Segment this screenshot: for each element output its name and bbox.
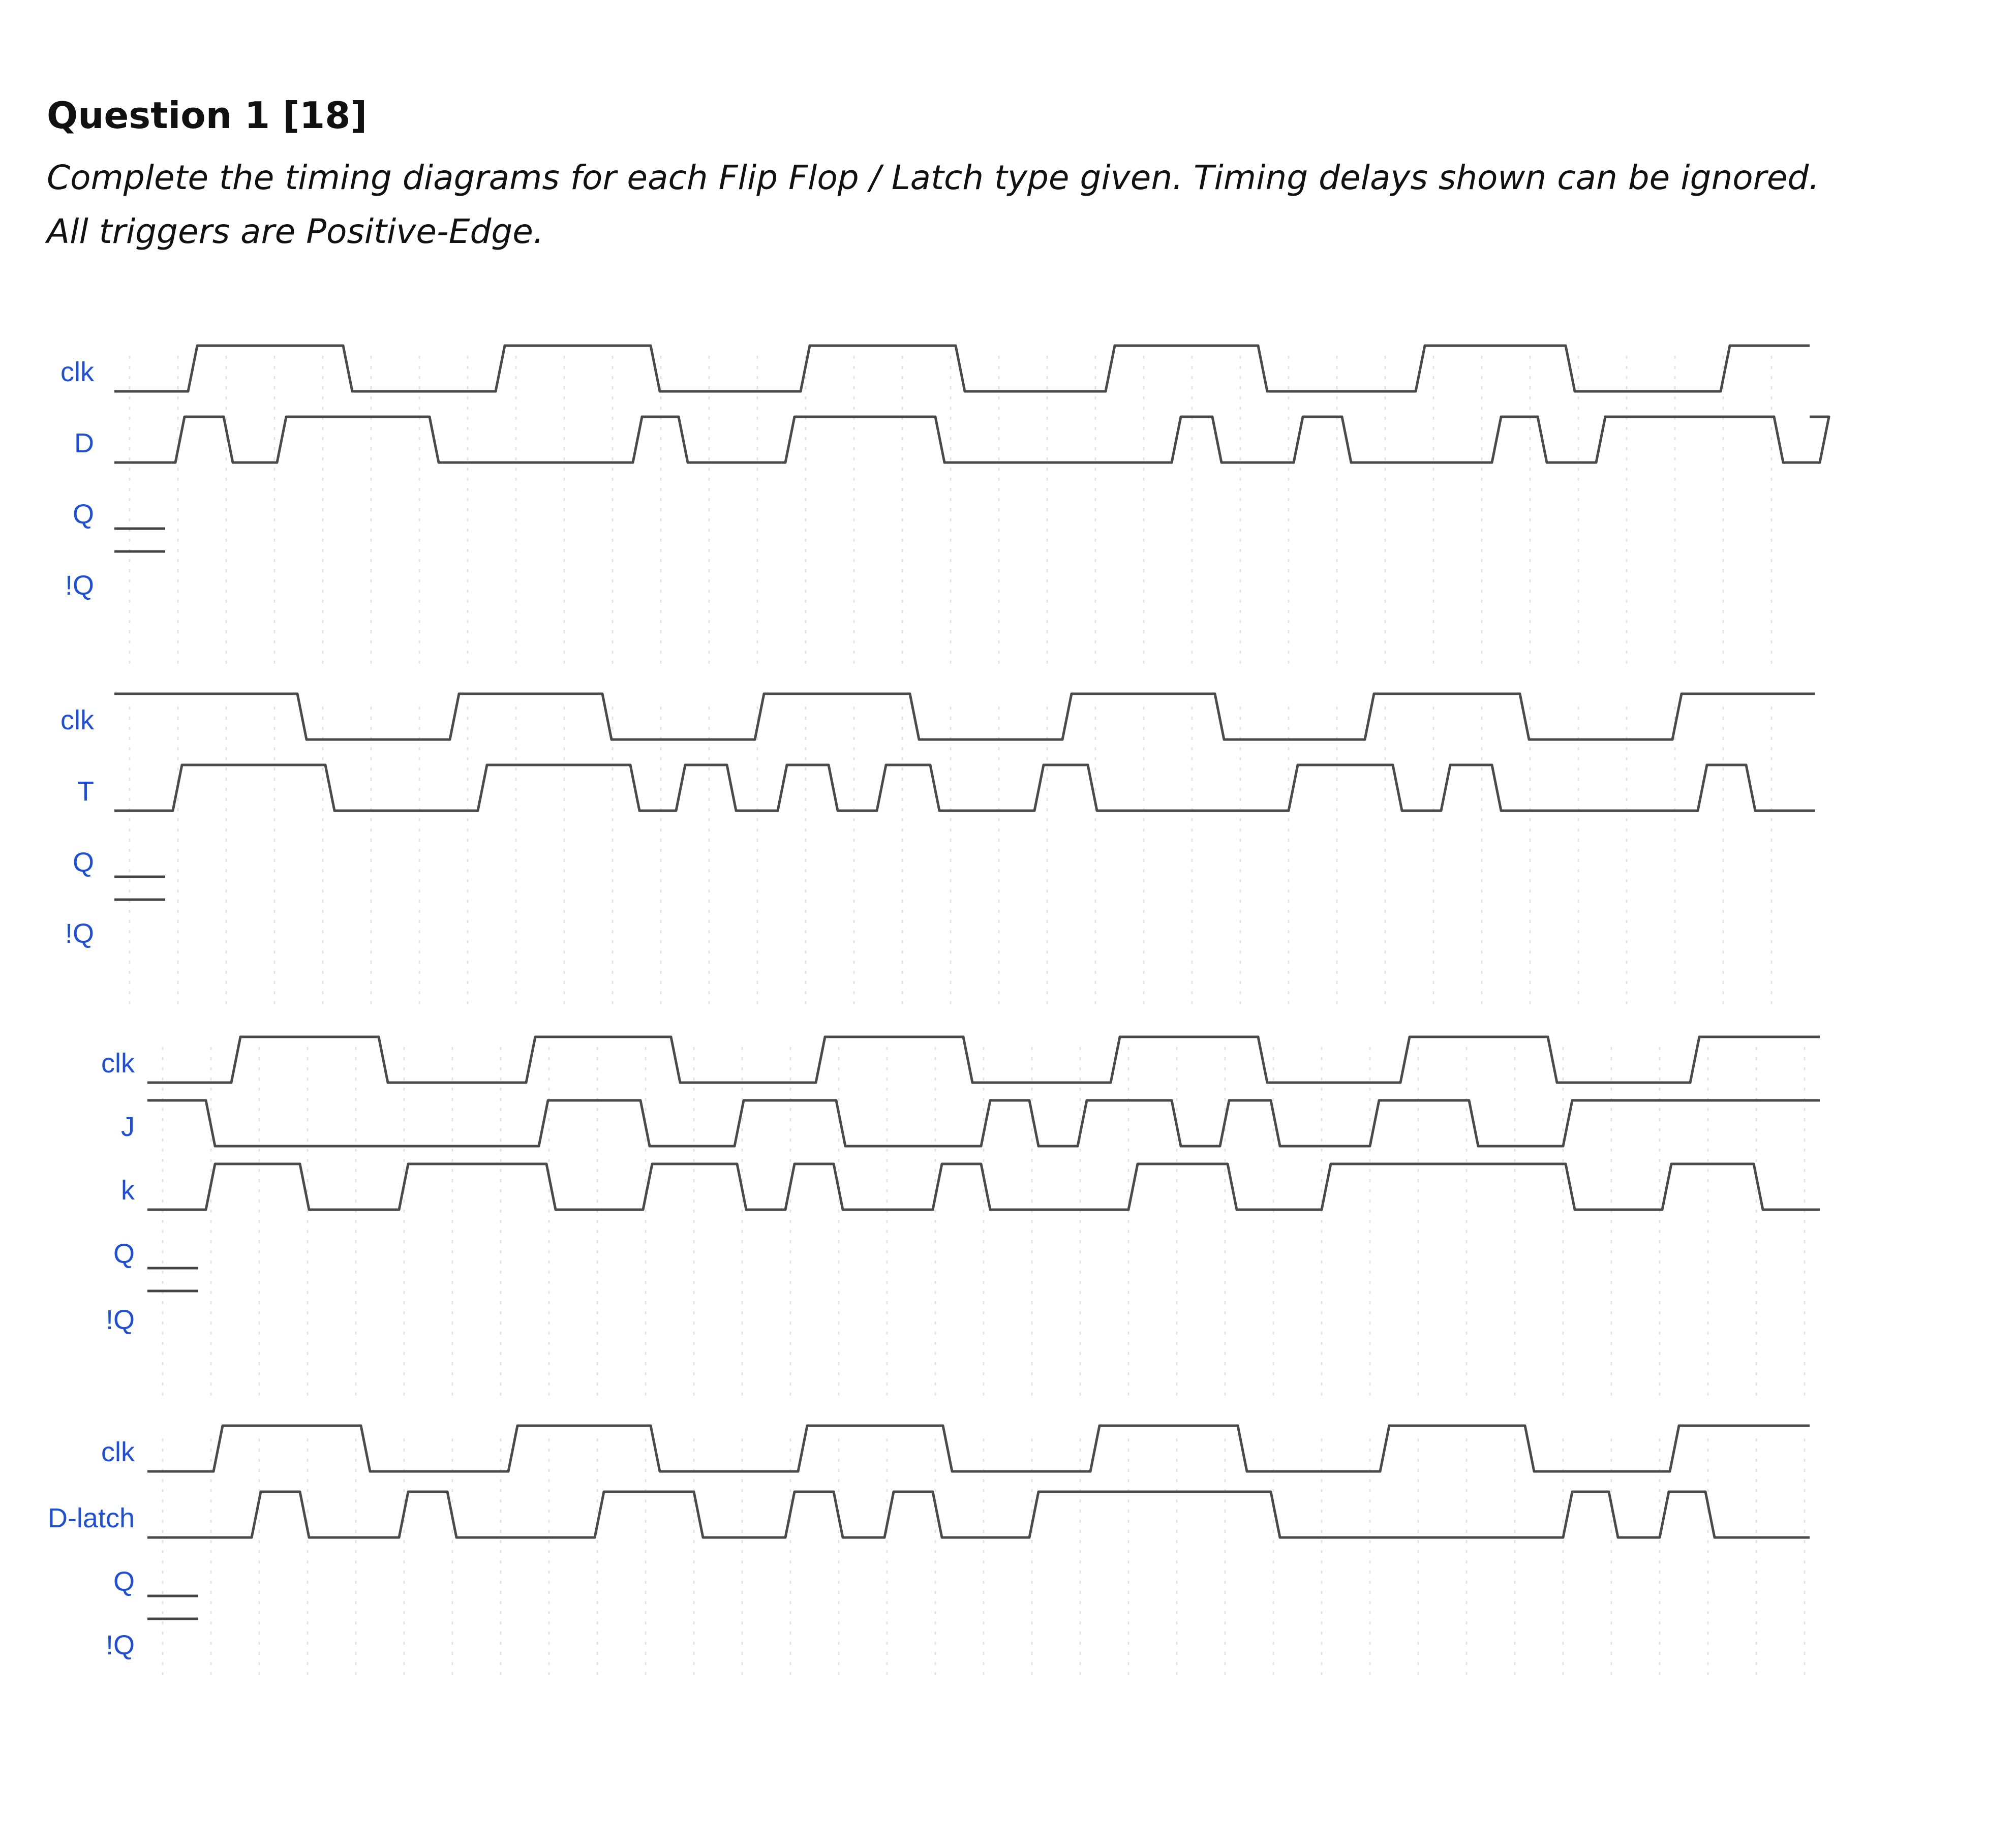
signal-label-d-latch: D-latch <box>47 1503 135 1533</box>
signal-label--q: !Q <box>65 570 94 601</box>
instruction-line-2: All triggers are Positive-Edge. <box>47 212 544 251</box>
signal-label--q: !Q <box>65 918 94 949</box>
grid-lines <box>130 356 1805 1677</box>
signal-label-d: D <box>74 428 94 458</box>
d-flip-flop-panel <box>60 346 1829 601</box>
signal-label-clk: clk <box>60 357 94 387</box>
question-title: Question 1 [18] <box>47 94 368 137</box>
d-latch-panel <box>48 1426 1810 1660</box>
signal-label-clk: clk <box>60 705 94 735</box>
signal-label-j: J <box>121 1112 135 1142</box>
signal-label--q: !Q <box>105 1630 135 1660</box>
signal-label-q: Q <box>72 847 94 878</box>
instruction-line-1: Complete the timing diagrams for each Flip Flop / Latch type given. Timing delays shown can be ignored. <box>47 158 1820 197</box>
t-flip-flop-panel <box>60 694 1815 949</box>
signal-label-clk: clk <box>101 1437 135 1467</box>
waveform-clk <box>114 346 1810 391</box>
signal-label-q: Q <box>113 1239 135 1269</box>
jk-flip-flop-panel <box>101 1037 1820 1335</box>
waveform-j <box>147 1100 1820 1146</box>
signal-label-k: k <box>121 1175 135 1206</box>
signal-label-q: Q <box>113 1566 135 1597</box>
waveform-d-latch <box>147 1492 1810 1537</box>
signal-label-clk: clk <box>101 1048 135 1079</box>
signal-label-t: T <box>77 776 94 807</box>
waveform-clk <box>147 1426 1810 1471</box>
waveform-k <box>147 1164 1820 1210</box>
waveform-clk <box>114 694 1815 740</box>
signal-label--q: !Q <box>105 1305 135 1335</box>
signal-label-q: Q <box>72 499 94 530</box>
waveform-t <box>114 765 1815 811</box>
